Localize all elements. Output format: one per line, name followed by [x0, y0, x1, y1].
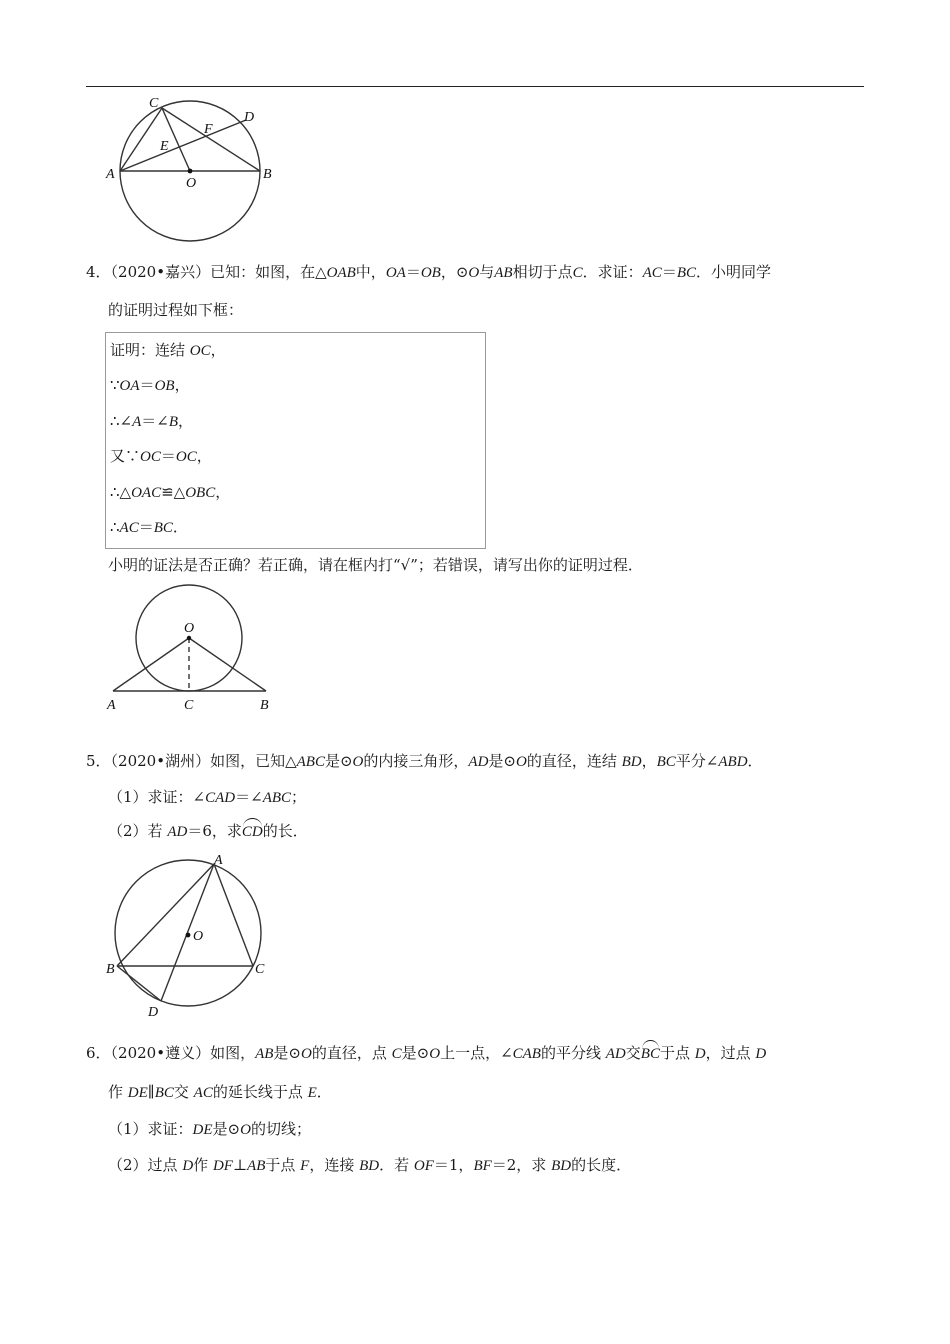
label-o: O [184, 621, 195, 636]
label-b: B [106, 962, 115, 977]
text-run: 的长度． [571, 1156, 632, 1174]
label-e: E [160, 139, 169, 154]
text-run: 又∵ [110, 447, 141, 465]
text-run: 的长． [262, 822, 308, 840]
header-rule [86, 86, 864, 87]
math-symbol: OC [175, 449, 197, 465]
text-run: ∵ [110, 376, 120, 394]
q4-line2: 的证明过程如下框： [108, 301, 244, 319]
figure-circle-abcd [100, 92, 290, 244]
label-a: A [214, 853, 223, 868]
label-f: F [204, 122, 213, 137]
text-run: ＝ [160, 447, 176, 465]
segment-bd [117, 966, 161, 1001]
proof-line [110, 411, 193, 432]
text-run: ．若 [379, 1156, 414, 1174]
math-symbol: OB [420, 265, 441, 281]
text-run: ，⊙ [440, 263, 469, 281]
math-symbol: OAB [326, 265, 356, 281]
text-run: ＝2，求 [491, 1156, 552, 1174]
text-run: 上一点，∠ [440, 1044, 513, 1062]
text-run: ＝ [661, 263, 677, 281]
math-symbol: AD [167, 824, 188, 840]
text-run: 如图， [210, 1044, 256, 1062]
math-symbol: ABC [296, 754, 325, 770]
label-d: D [148, 1005, 159, 1020]
segment-ad [161, 864, 214, 1001]
text-run: ∴△ [110, 483, 132, 501]
math-symbol: O [515, 754, 527, 770]
q5-sub1 [108, 787, 306, 808]
text-run: ＝∠ [235, 788, 263, 806]
q6-sub2 [108, 1155, 631, 1176]
figure-tangent-circle [100, 580, 280, 712]
text-run: 是⊙ [273, 1044, 301, 1062]
text-run: ， [641, 752, 657, 770]
label-d: D [244, 110, 255, 125]
figure-inscribed-triangle [100, 848, 280, 1020]
text-run: 平分∠ [675, 752, 719, 770]
center-dot [187, 636, 191, 640]
text-run: 是⊙ [324, 752, 353, 770]
math-symbol: OF [413, 1158, 434, 1174]
text-run: 是⊙ [212, 1120, 241, 1138]
label-c: C [255, 962, 265, 977]
text-run: （1）求证：∠ [108, 788, 206, 806]
math-symbol: BC [153, 520, 173, 536]
label-a: A [107, 698, 116, 712]
proof-box [105, 332, 486, 549]
math-symbol: C [572, 265, 583, 281]
q6-line2 [108, 1082, 332, 1103]
text-run: 与 [479, 263, 495, 281]
label-c: C [149, 96, 159, 111]
text-run: （1）求证： [108, 1120, 193, 1138]
text-run: ＝6，求 [187, 822, 242, 840]
text-run: ． [316, 1083, 332, 1101]
math-symbol: AB [494, 265, 513, 281]
text-run: ＝ [138, 518, 154, 536]
math-symbol: AB [247, 1158, 266, 1174]
math-symbol: O [240, 1122, 251, 1138]
text-run: 的直径，连结 [526, 752, 622, 770]
text-run: ≌△ [161, 483, 186, 501]
label-c: C [184, 698, 194, 712]
math-symbol: O [352, 754, 364, 770]
math-symbol: AC [119, 520, 139, 536]
text-run: 于点 [265, 1156, 301, 1174]
q4-line1-body [210, 263, 771, 281]
q4-question: 小明的证法是否正确？若正确，请在框内打“√”；若错误，请写出你的证明过程． [108, 556, 643, 574]
q6-line1: 6．（2020•遵义）如图，AB是⊙O的直径，点 C是⊙O上一点，∠CAB的平分线 AD交BC于点 D，过点 D [86, 1044, 767, 1062]
math-symbol: C [391, 1046, 402, 1062]
math-symbol: F [300, 1158, 310, 1174]
q5-sub2 [108, 821, 308, 842]
text-run: 证明：连结 [110, 341, 190, 359]
q6-line1-body [210, 1044, 766, 1062]
math-symbol: CAB [512, 1046, 541, 1062]
arc-symbol: BC [640, 1046, 660, 1062]
text-run: ＝1， [433, 1156, 474, 1174]
math-symbol: DE [192, 1122, 213, 1138]
math-symbol: D [755, 1046, 767, 1062]
text-run: 中， [355, 263, 386, 281]
math-symbol: OAC [131, 485, 162, 501]
math-symbol: AD [468, 754, 489, 770]
q6-sub1 [108, 1119, 311, 1140]
text-run: ，过点 [705, 1044, 756, 1062]
math-symbol: BD [621, 754, 642, 770]
text-run: ， [215, 483, 231, 501]
math-symbol: OA [385, 265, 406, 281]
center-dot [186, 933, 191, 938]
label-b: B [260, 698, 269, 712]
proof-line [110, 482, 230, 503]
math-symbol: A [132, 414, 142, 430]
math-symbol: ABC [262, 790, 292, 806]
text-run: ＝ [139, 376, 155, 394]
math-symbol: E [307, 1085, 317, 1101]
text-run: ．求证： [582, 263, 643, 281]
math-symbol: D [694, 1046, 706, 1062]
center-dot [188, 169, 193, 174]
arc-symbol: CD [241, 824, 263, 840]
proof-line [110, 340, 226, 361]
math-symbol: AC [193, 1085, 213, 1101]
math-symbol: AB [255, 1046, 274, 1062]
text-run: ． [172, 518, 188, 536]
text-run: 已知：如图，在△ [210, 263, 327, 281]
text-run: 是⊙ [488, 752, 516, 770]
math-symbol: B [168, 414, 179, 430]
text-run: 的内接三角形， [363, 752, 469, 770]
text-run: ＝ [405, 263, 421, 281]
math-symbol: BF [473, 1158, 492, 1174]
math-symbol: BC [154, 1085, 174, 1101]
label-b: B [263, 167, 272, 182]
math-symbol: BC [676, 265, 696, 281]
math-symbol: DE [127, 1085, 148, 1101]
proof-line [110, 375, 190, 396]
text-run: ， [174, 376, 190, 394]
text-run: 如图，已知△ [210, 752, 297, 770]
math-symbol: OA [119, 378, 140, 394]
math-symbol: OC [189, 343, 211, 359]
math-symbol: O [429, 1046, 441, 1062]
text-run: ⊥ [232, 1156, 248, 1174]
segment-ac [120, 108, 162, 171]
text-run: 交 [625, 1044, 641, 1062]
text-run: 的延长线于点 [212, 1083, 308, 1101]
q5-line1-body [210, 752, 762, 770]
text-run: 于点 [659, 1044, 695, 1062]
q5-line1: 5．（2020•湖州）如图，已知△ABC是⊙O的内接三角形，AD是⊙O的直径，连结 BD，BC平分∠ABD． [86, 752, 763, 770]
text-run: 相切于点 [512, 263, 573, 281]
q4-line1: 4．（2020•嘉兴）已知：如图，在△OAB中，OA＝OB，⊙O与AB相切于点C．求证：AC＝BC．小明同学 [86, 263, 772, 281]
text-run: ∥ [147, 1083, 155, 1101]
text-run: ＝∠ [141, 412, 169, 430]
label-o: O [193, 929, 204, 944]
text-run: ； [291, 788, 307, 806]
text-run: （2）过点 [108, 1156, 183, 1174]
math-symbol: D [182, 1158, 194, 1174]
math-symbol: O [468, 265, 480, 281]
text-run: ， [178, 412, 194, 430]
text-run: 的切线； [250, 1120, 311, 1138]
math-symbol: DF [212, 1158, 233, 1174]
text-run: ， [210, 341, 226, 359]
text-run: ． [747, 752, 763, 770]
text-run: ∴∠ [110, 412, 133, 430]
math-symbol: CAD [205, 790, 236, 806]
text-run: 的直径，点 [311, 1044, 392, 1062]
text-run: 作 [193, 1156, 213, 1174]
text-run: 的平分线 [540, 1044, 606, 1062]
math-symbol: BC [656, 754, 676, 770]
math-symbol: BD [551, 1158, 572, 1174]
text-run: ．小明同学 [696, 263, 772, 281]
text-run: 作 [108, 1083, 128, 1101]
math-symbol: OBC [185, 485, 216, 501]
label-a: A [106, 167, 115, 182]
math-symbol: O [301, 1046, 312, 1062]
text-run: （2）若 [108, 822, 168, 840]
text-run: ∴ [110, 518, 120, 536]
math-symbol: OC [140, 449, 161, 465]
text-run: 交 [173, 1083, 194, 1101]
label-o: O [186, 176, 197, 191]
proof-line [110, 446, 212, 467]
segment-ab [117, 864, 214, 966]
segment-ob [189, 638, 266, 691]
math-symbol: BD [359, 1158, 380, 1174]
text-run: ， [196, 447, 212, 465]
text-run: ，连接 [309, 1156, 360, 1174]
segment-ad [120, 120, 246, 171]
segment-oa [113, 638, 189, 691]
math-symbol: ABD [718, 754, 748, 770]
text-run: 是⊙ [401, 1044, 430, 1062]
math-symbol: AC [642, 265, 662, 281]
proof-line [110, 517, 188, 538]
segment-ac [214, 864, 253, 966]
math-symbol: AD [605, 1046, 626, 1062]
math-symbol: OB [154, 378, 175, 394]
